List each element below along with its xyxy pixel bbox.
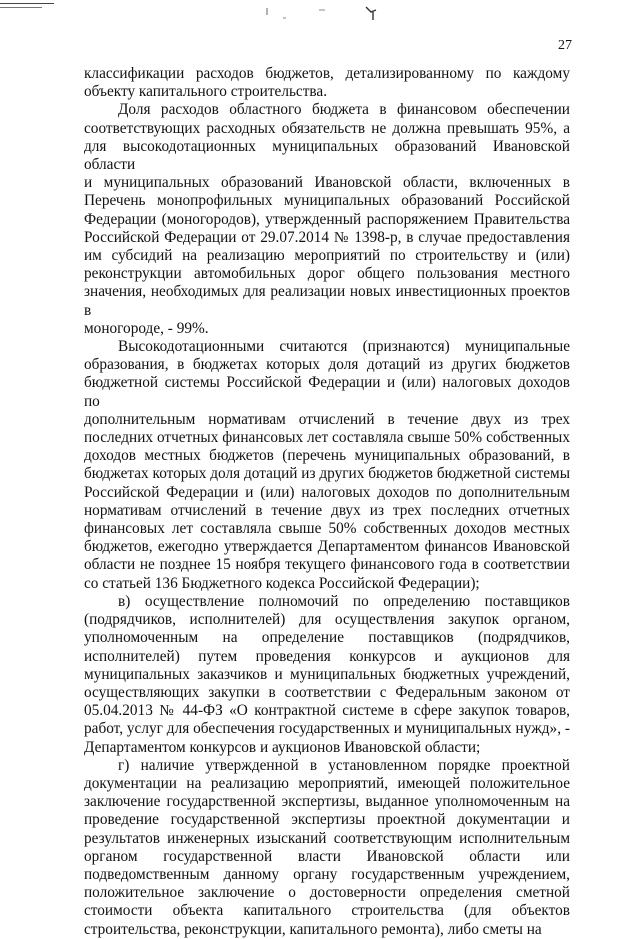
text-line: доходов местных бюджетов (перечень муниципальных образований, в: [84, 447, 570, 465]
text-line: 05.04.2013 № 44-ФЗ «О контрактной системе в сфере закупок товаров,: [84, 702, 570, 720]
text-line: уполномоченным на определение поставщиков (подрядчиков,: [84, 629, 570, 647]
text-line: объекту капитального строительства.: [84, 83, 328, 101]
text-line: и муниципальных образований Ивановской области, включенных в: [84, 174, 570, 192]
text-line: органом государственной власти Ивановской области или: [84, 847, 570, 865]
text-line: значения, необходимых для реализации новых инвестиционных проектов в: [84, 283, 570, 319]
text-line: результатов инженерных изысканий соответствующим исполнительным: [84, 829, 570, 847]
text-line: бюджетной системы Российской Федерации и (или) налоговых доходов по: [84, 374, 570, 410]
text-line: моногороде, - 99%.: [84, 319, 209, 337]
text-line: Доля расходов областного бюджета в финансовом обеспечении: [118, 101, 570, 119]
text-line: соответствующих расходных обязательств не должна превышать 95%, а: [84, 119, 570, 137]
text-line: области не позднее 15 ноября текущего финансового года в соответствии: [84, 556, 570, 574]
text-line: г) наличие утвержденной в установленном порядке проектной: [118, 756, 570, 774]
text-line: положительное заключение о достоверности определения сметной: [84, 884, 570, 902]
text-line: дополнительным нормативам отчислений в течение двух из трех: [84, 410, 570, 428]
text-line: в) осуществление полномочий по определению поставщиков: [118, 592, 570, 610]
text-line: им субсидий на реализацию мероприятий по строительству и (или): [84, 247, 570, 265]
text-line: заключение государственной экспертизы, выданное уполномоченным на: [84, 793, 570, 811]
scan-edge-mark: [0, 3, 54, 4]
text-line: нормативам отчислений в течение двух из трех последних отчетных: [84, 501, 570, 519]
text-line: реконструкции автомобильных дорог общего пользования местного: [84, 265, 570, 283]
text-line: финансовых лет составляла свыше 50% собственных доходов местных: [84, 520, 570, 538]
text-line: классификации расходов бюджетов, детализированному по каждому: [84, 65, 570, 82]
text-line: осуществляющих закупки в соответствии с Федеральным законом от: [84, 683, 570, 701]
text-line: со статьей 136 Бюджетного кодекса Российской Федерации);: [84, 574, 480, 592]
text-line: строительства, реконструкции, капитального ремонта), либо сметы на: [84, 920, 542, 938]
document-body: [84, 65, 570, 939]
text-line: Высокодотационными считаются (признаются) муниципальные: [118, 338, 570, 356]
text-line: проведение государственной экспертизы проектной документации и: [84, 811, 570, 829]
text-line: бюджетах которых доля дотаций из других бюджетов бюджетной системы: [84, 465, 570, 483]
text-line: Департаментом конкурсов и аукционов Ивановской области;: [84, 738, 481, 756]
text-line: (подрядчиков, исполнителей) для осуществления закупок органом,: [84, 611, 570, 629]
text-line: Федерации (моногородов), утвержденный распоряжением Правительства: [84, 210, 570, 228]
text-line: для высокодотационных муниципальных образований Ивановской области: [84, 137, 570, 174]
text-line: Российской Федерации от 29.07.2014 № 1398-р, в случае предоставления: [84, 228, 570, 246]
text-line: муниципальных заказчиков и муниципальных бюджетных учреждений,: [84, 665, 570, 683]
scan-edge-mark: [0, 7, 42, 8]
text-line: стоимости объекта капитального строительства (для объектов: [84, 902, 570, 920]
scan-specks: [255, 4, 405, 24]
text-line: исполнителей) путем проведения конкурсов и аукционов для: [84, 647, 570, 665]
text-line: образования, в бюджетах которых доля дотаций из других бюджетов: [84, 356, 570, 374]
text-line: документации на реализацию мероприятий, имеющей положительное: [84, 774, 570, 792]
text-line: работ, услуг для обеспечения государственных и муниципальных нужд», -: [84, 720, 570, 738]
text-line: последних отчетных финансовых лет составляла свыше 50% собственных: [84, 429, 570, 447]
text-line: бюджетов, ежегодно утверждается Департаментом финансов Ивановской: [84, 538, 570, 556]
text-line: Перечень монопрофильных муниципальных образований Российской: [84, 192, 570, 210]
text-line: Российской Федерации и (или) налоговых доходов по дополнительным: [84, 483, 570, 501]
text-line: подведомственным данному органу государственным учреждением,: [84, 865, 570, 883]
page-number: 27: [558, 38, 572, 53]
